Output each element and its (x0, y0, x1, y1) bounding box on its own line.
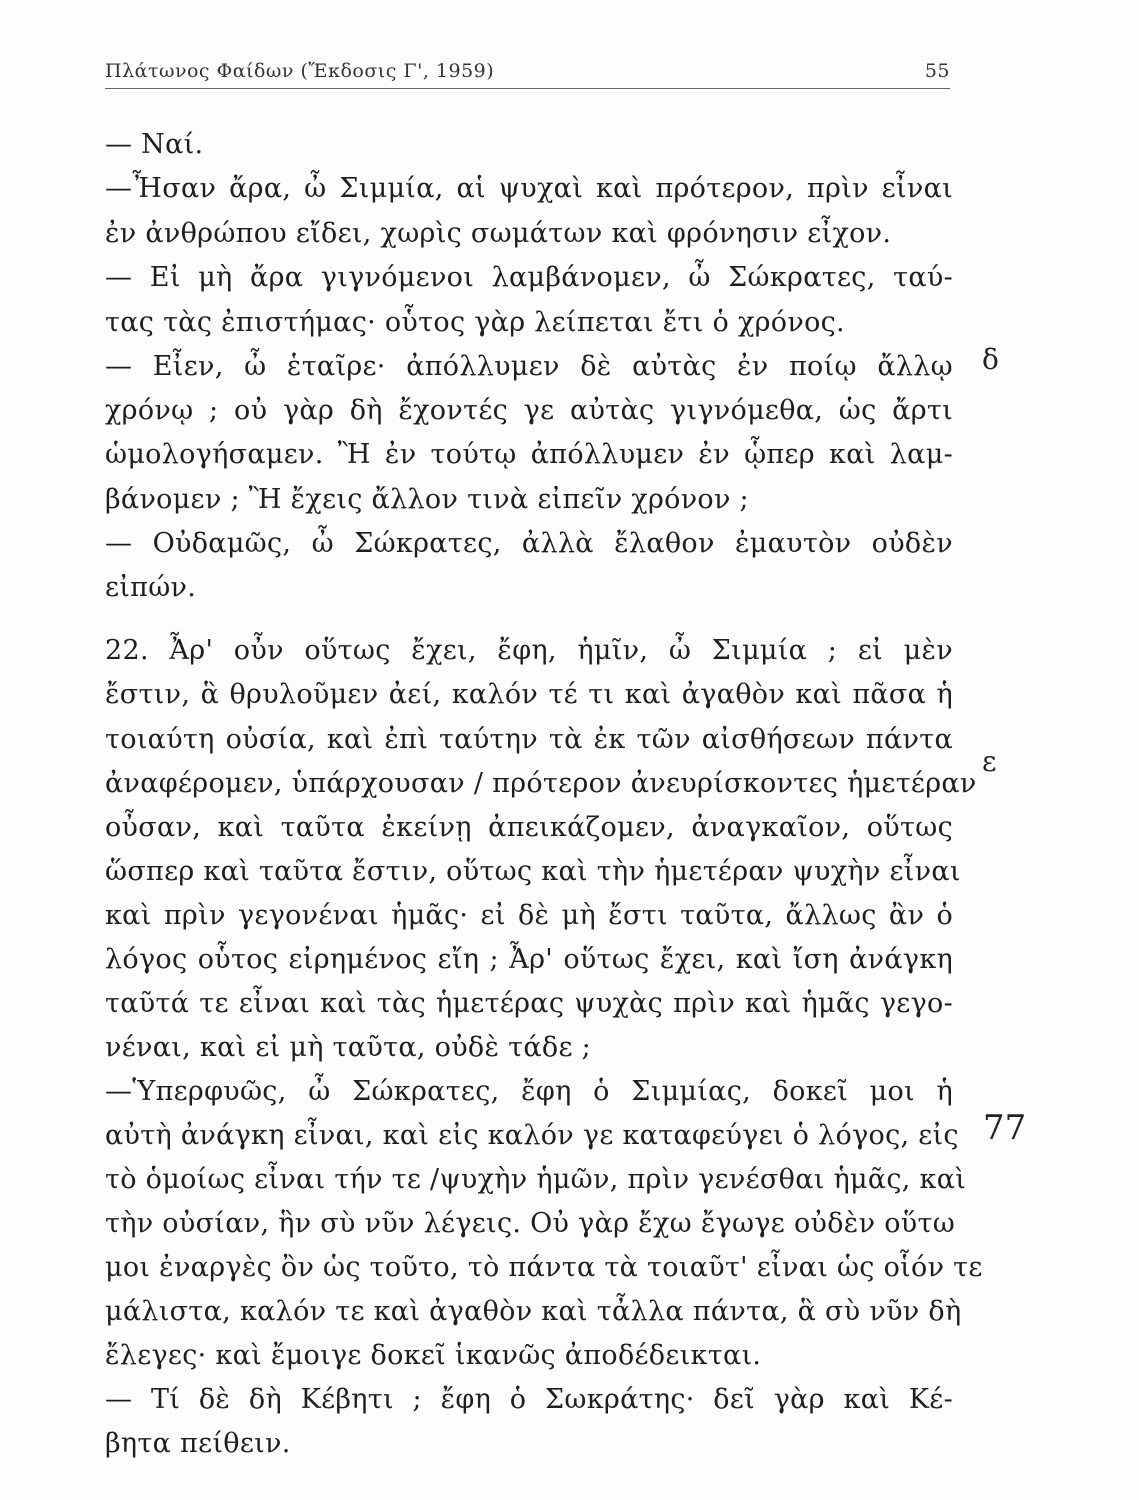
text-line: — Τί δὲ δὴ Κέβητι ; ἔφη ὁ Σωκράτης· δεῖ γὰρ καὶ Κέ- (105, 1384, 953, 1415)
text-line: ἔλεγες· καὶ ἔμοιγε δοκεῖ ἱκανῶς ἀποδέδεικται. (105, 1340, 762, 1371)
page-number: 55 (924, 60, 950, 82)
text-line: μάλιστα, καλόν τε καὶ ἀγαθὸν καὶ τἆλλα πάντα, ἃ σὺ νῦν δὴ (105, 1296, 962, 1327)
text-line: αὐτὴ ἀνάγκη εἶναι, καὶ εἰς καλόν γε καταφεύγει ὁ λόγος, εἰς (105, 1120, 959, 1151)
margin-section-d: δ (982, 343, 999, 376)
text-line: τας τὰς ἐπιστήμας· οὗτος γὰρ λείπεται ἔτι ὁ χρόνος. (105, 307, 845, 338)
text-line: βητα πείθειν. (105, 1428, 291, 1459)
text-line: — Ναί. (105, 129, 204, 160)
text-line: ὥσπερ καὶ ταῦτα ἔστιν, οὕτως καὶ τὴν ἡμετέραν ψυχὴν εἶναι (105, 856, 961, 887)
text-line: καὶ πρὶν γεγονέναι ἡμᾶς· εἰ δὲ μὴ ἔστι ταῦτα, ἄλλως ἂν ὁ (105, 900, 953, 931)
text-line: —Ἦσαν ἄρα, ὦ Σιμμία, αἱ ψυχαὶ καὶ πρότερον, πρὶν εἶναι (105, 173, 953, 204)
text-line: μοι ἐναργὲς ὂν ὡς τοῦτο, τὸ πάντα τὰ τοιαῦτ' εἶναι ὡς οἷόν τε (105, 1252, 983, 1283)
text-line: τὴν οὐσίαν, ἣν σὺ νῦν λέγεις. Οὐ γὰρ ἔχω ἔγωγε οὐδὲν οὕτω (105, 1208, 956, 1239)
text-line: — Εἶεν, ὦ ἑταῖρε· ἀπόλλυμεν δὲ αὐτὰς ἐν ποίῳ ἄλλῳ (105, 351, 953, 382)
running-title: Πλάτωνος Φαίδων (Ἔκδοσις Γ', 1959) (105, 60, 495, 82)
running-head (105, 60, 950, 90)
text-line: — Εἰ μὴ ἄρα γιγνόμενοι λαμβάνομεν, ὦ Σώκρατες, ταύ- (105, 262, 953, 293)
margin-section-e: ε (982, 745, 997, 778)
text-line: ὡμολογήσαμεν. Ἢ ἐν τούτῳ ἀπόλλυμεν ἐν ᾧπερ καὶ λαμ- (105, 439, 953, 470)
text-line: βάνομεν ; Ἢ ἔχεις ἄλλον τινὰ εἰπεῖν χρόνον ; (105, 484, 749, 515)
text-line: ἐν ἀνθρώπου εἴδει, χωρὶς σωμάτων καὶ φρόνησιν εἶχον. (105, 218, 892, 249)
text-line: —Ὑπερφυῶς, ὦ Σώκρατες, ἔφη ὁ Σιμμίας, δοκεῖ μοι ἡ (105, 1076, 953, 1107)
text-line: τοιαύτη οὐσία, καὶ ἐπὶ ταύτην τὰ ἐκ τῶν αἰσθήσεων πάντα (105, 724, 953, 755)
text-line: οὖσαν, καὶ ταῦτα ἐκείνῃ ἀπεικάζομεν, ἀναγκαῖον, οὕτως (105, 812, 953, 843)
header-rule (105, 88, 950, 89)
text-line: τὸ ὁμοίως εἶναι τήν τε /ψυχὴν ἡμῶν, πρὶν γενέσθαι ἡμᾶς, καὶ (105, 1164, 967, 1195)
text-line: λόγος οὗτος εἰρημένος εἴη ; Ἆρ' οὕτως ἔχει, καὶ ἴση ἀνάγκη (105, 944, 953, 975)
stephanus-page-number: 77 (983, 1108, 1027, 1148)
text-line: ἔστιν, ἃ θρυλοῦμεν ἀεί, καλόν τέ τι καὶ ἀγαθὸν καὶ πᾶσα ἡ (105, 679, 953, 710)
text-line: εἰπών. (105, 572, 197, 603)
text-line: ταῦτά τε εἶναι καὶ τὰς ἡμετέρας ψυχὰς πρὶν καὶ ἡμᾶς γεγο- (105, 988, 953, 1019)
text-line: χρόνῳ ; οὐ γὰρ δὴ ἔχοντές γε αὐτὰς γιγνόμεθα, ὡς ἄρτι (105, 395, 953, 426)
text-line: 22. Ἆρ' οὖν οὕτως ἔχει, ἔφη, ἡμῖν, ὦ Σιμμία ; εἰ μὲν (105, 635, 953, 666)
text-line: νέναι, καὶ εἰ μὴ ταῦτα, οὐδὲ τάδε ; (105, 1032, 592, 1063)
text-line: — Οὐδαμῶς, ὦ Σώκρατες, ἀλλὰ ἔλαθον ἐμαυτὸν οὐδὲν (105, 528, 953, 559)
text-line: ἀναφέρομεν, ὑπάρχουσαν / πρότερον ἀνευρίσκοντες ἡμετέραν (105, 768, 977, 799)
